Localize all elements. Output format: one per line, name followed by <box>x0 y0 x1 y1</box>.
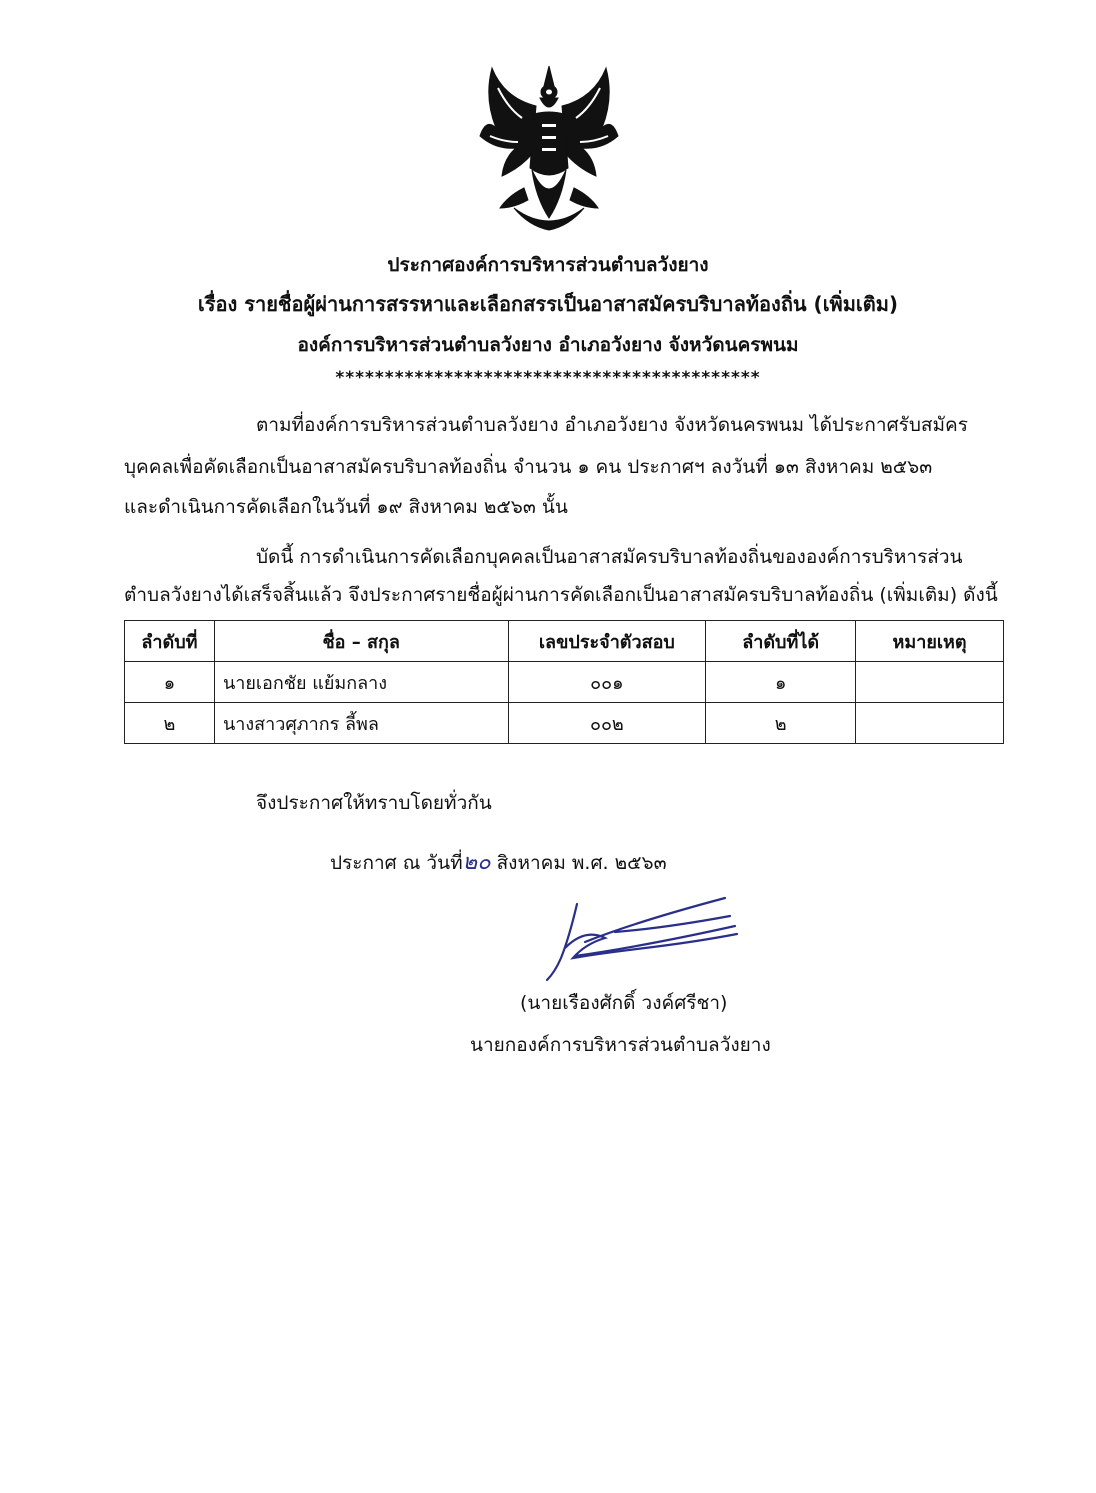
separator-stars: ******************************************* <box>335 368 761 388</box>
cell-exam-id: ๐๐๑ <box>508 662 706 703</box>
cell-rank: ๑ <box>706 662 856 703</box>
signer-position: นายกองค์การบริหารส่วนตำบลวังยาง <box>470 1034 771 1056</box>
column-header-name: ชื่อ – สกุล <box>214 621 508 662</box>
results-table <box>124 620 1004 744</box>
paragraph-1-line-1: ตามที่องค์การบริหารส่วนตำบลวังยาง อำเภอวังยาง จังหวัดนครพนม ได้ประกาศรับสมัคร <box>256 414 968 436</box>
cell-remarks <box>856 662 1004 703</box>
announcement-title: ประกาศองค์การบริหารส่วนตำบลวังยาง <box>387 254 709 276</box>
column-header-exam-id: เลขประจำตัวสอบ <box>508 621 706 662</box>
paragraph-1-line-3: และดำเนินการคัดเลือกในวันที่ ๑๙ สิงหาคม ๒๕๖๓ นั้น <box>124 496 568 518</box>
paragraph-2-line-1: บัดนี้ การดำเนินการคัดเลือกบุคคลเป็นอาสาสมัครบริบาลท้องถิ่นขององค์การบริหารส่วน <box>256 546 963 568</box>
column-header-remarks: หมายเหตุ <box>856 621 1004 662</box>
cell-remarks <box>856 703 1004 744</box>
paragraph-1-line-2: บุคคลเพื่อคัดเลือกเป็นอาสาสมัครบริบาลท้องถิ่น จำนวน ๑ คน ประกาศฯ ลงวันที่ ๑๓ สิงหาคม ๒๕๖๓ <box>124 456 933 478</box>
cell-name: นายเอกชัย แย้มกลาง <box>214 662 508 703</box>
date-prefix: ประกาศ ณ วันที่ <box>330 852 463 874</box>
table-row <box>125 703 1004 744</box>
organization-line: องค์การบริหารส่วนตำบลวังยาง อำเภอวังยาง จังหวัดนครพนม <box>297 334 799 356</box>
table-row <box>125 662 1004 703</box>
cell-order: ๒ <box>125 703 215 744</box>
column-header-order: ลำดับที่ <box>125 621 215 662</box>
table-header-row <box>125 621 1004 662</box>
cell-rank: ๒ <box>706 703 856 744</box>
paragraph-2-line-2: ตำบลวังยางได้เสร็จสิ้นแล้ว จึงประกาศรายชื่อผู้ผ่านการคัดเลือกเป็นอาสาสมัครบริบาลท้องถิ่น (เพิ่มเติม) ดังนี้ <box>124 584 998 606</box>
column-header-rank: ลำดับที่ได้ <box>706 621 856 662</box>
cell-order: ๑ <box>125 662 215 703</box>
signature-icon <box>525 888 755 988</box>
garuda-emblem-icon <box>474 58 624 233</box>
cell-name: นางสาวศุภากร ลี้พล <box>214 703 508 744</box>
date-suffix: สิงหาคม พ.ศ. ๒๕๖๓ <box>490 852 667 874</box>
announcement-subject: เรื่อง รายชื่อผู้ผ่านการสรรหาและเลือกสรรเป็นอาสาสมัครบริบาลท้องถิ่น (เพิ่มเติม) <box>197 292 899 316</box>
cell-exam-id: ๐๐๒ <box>508 703 706 744</box>
signer-name: (นายเรืองศักดิ์ วงค์ศรีชา) <box>520 992 728 1014</box>
date-day: ๒๐ <box>462 850 491 875</box>
closing-announce: จึงประกาศให้ทราบโดยทั่วกัน <box>256 792 492 814</box>
announcement-date <box>330 844 667 879</box>
